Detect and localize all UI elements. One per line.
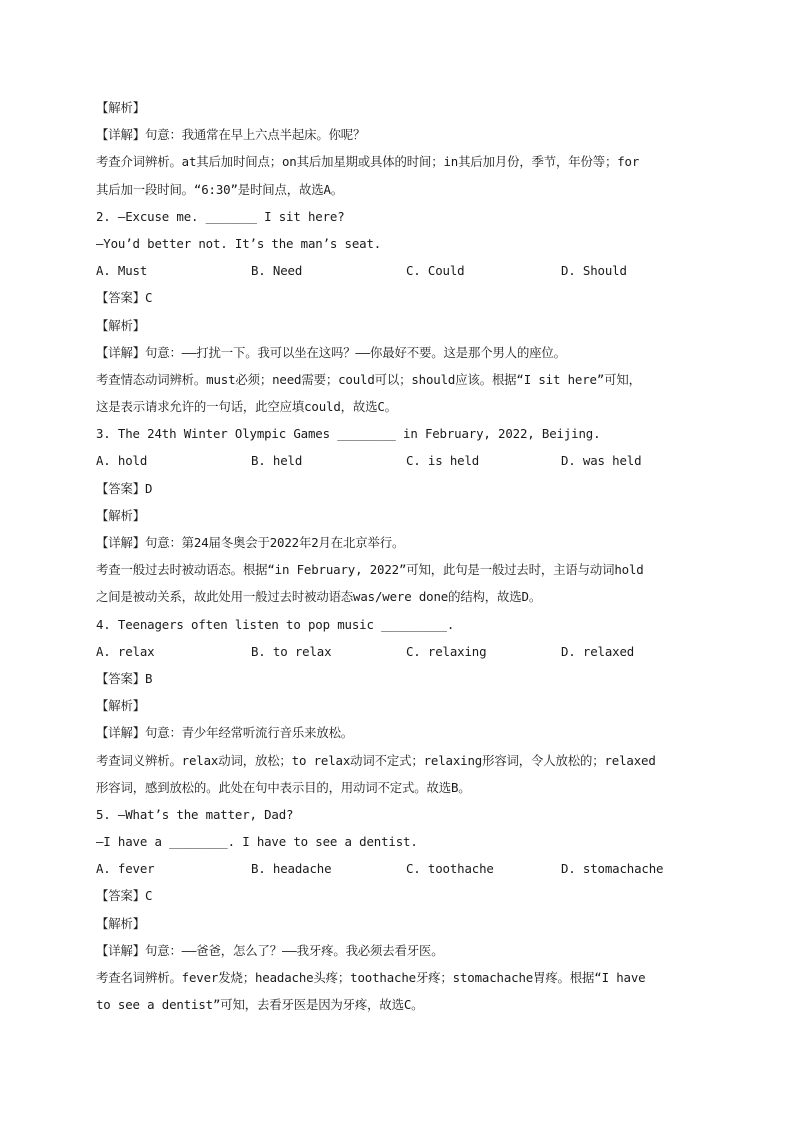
q2-option-b: B. Need — [251, 263, 303, 279]
document-page — [96, 94, 716, 1018]
q3-explanation-2: 之间是被动关系，故此处用一般过去时被动语态was/were done的结构，故选D。 — [96, 589, 542, 605]
q3-option-a: A. hold — [96, 453, 148, 469]
q2-explanation-1: 考查情态动词辨析。must必须；need需要；could可以；should应该。根据“I sit here”可知， — [96, 371, 641, 387]
q4-option-a: A. relax — [96, 643, 155, 659]
q5-stem-1: 5. —What’s the matter, Dad? — [96, 806, 294, 822]
q2-option-d: D. Should — [561, 263, 627, 279]
q3-stem-1: 3. The 24th Winter Olympic Games ________ in February, 2022, Beijing. — [96, 426, 601, 442]
q2-detail: 【详解】句意：——打扰一下。我可以坐在这吗？——你最好不要。这是那个男人的座位。 — [96, 344, 566, 360]
q1-explanation-2: 其后加一段时间。“6:30”是时间点，故选A。 — [96, 181, 344, 197]
q5-analysis-heading: 【解析】 — [96, 915, 145, 931]
analysis-heading: 【解析】 — [96, 100, 145, 115]
q2-analysis-heading: 【解析】 — [96, 317, 145, 333]
q3-option-b: B. held — [251, 453, 303, 469]
q2-explanation-2: 这是表示请求允许的一句话，此空应填could，故选C。 — [96, 399, 397, 415]
q3-option-c: C. is held — [406, 453, 480, 469]
q5-option-b: B. headache — [251, 861, 332, 877]
q4-stem-1: 4. Teenagers often listen to pop music _________. — [96, 616, 455, 632]
q4-answer: 【答案】B — [96, 670, 153, 686]
q2-option-c: C. Could — [406, 263, 465, 279]
q5-stem-2: —I have a ________. I have to see a dentist. — [96, 834, 418, 850]
q4-option-c: C. relaxing — [406, 643, 487, 659]
q5-option-c: C. toothache — [406, 861, 494, 877]
q2-answer: 【答案】C — [96, 290, 153, 306]
q4-option-b: B. to relax — [251, 643, 332, 659]
q5-answer: 【答案】C — [96, 888, 153, 904]
q5-options — [96, 855, 716, 882]
q4-explanation-1: 考查词义辨析。relax动词，放松；to relax动词不定式；relaxing形容词，令人放松的；relaxed — [96, 752, 656, 768]
q4-options — [96, 638, 716, 665]
q3-explanation-1: 考查一般过去时被动语态。根据“in February, 2022”可知，此句是一般过去时，主语与动词hold — [96, 562, 644, 578]
q3-options — [96, 447, 716, 474]
q1-detail: 【详解】句意：我通常在早上六点半起床。你呢？ — [96, 127, 366, 143]
q2-option-a: A. Must — [96, 263, 148, 279]
q2-stem-1: 2. —Excuse me. _______ I sit here? — [96, 208, 345, 224]
q5-detail: 【详解】句意：——爸爸，怎么了？——我牙疼。我必须去看牙医。 — [96, 942, 444, 958]
q4-detail: 【详解】句意：青少年经常听流行音乐来放松。 — [96, 725, 354, 741]
q5-explanation-1: 考查名词辨析。fever发烧；headache头疼；toothache牙疼；stomachache胃疼。根据“I have — [96, 970, 646, 985]
q3-detail: 【详解】句意：第24届冬奥会于2022年2月在北京举行。 — [96, 535, 405, 550]
q2-stem-2: —You’d better not. It’s the man’s seat. — [96, 235, 382, 251]
q3-answer: 【答案】D — [96, 480, 153, 496]
q3-option-d: D. was held — [561, 453, 642, 469]
q1-explanation-1: 考查介词辨析。at其后加时间点；on其后加星期或具体的时间；in其后加月份，季节，年份等；for — [96, 154, 640, 170]
q4-analysis-heading: 【解析】 — [96, 698, 145, 714]
q3-analysis-heading: 【解析】 — [96, 507, 145, 523]
q2-options — [96, 257, 716, 284]
q5-option-a: A. fever — [96, 861, 155, 877]
q5-option-d: D. stomachache — [561, 861, 664, 877]
q5-explanation-2: to see a dentist”可知，去看牙医是因为牙疼，故选C。 — [96, 997, 424, 1013]
q4-option-d: D. relaxed — [561, 643, 635, 659]
q4-explanation-2: 形容词，感到放松的。此处在句中表示目的，用动词不定式。故选B。 — [96, 779, 471, 795]
